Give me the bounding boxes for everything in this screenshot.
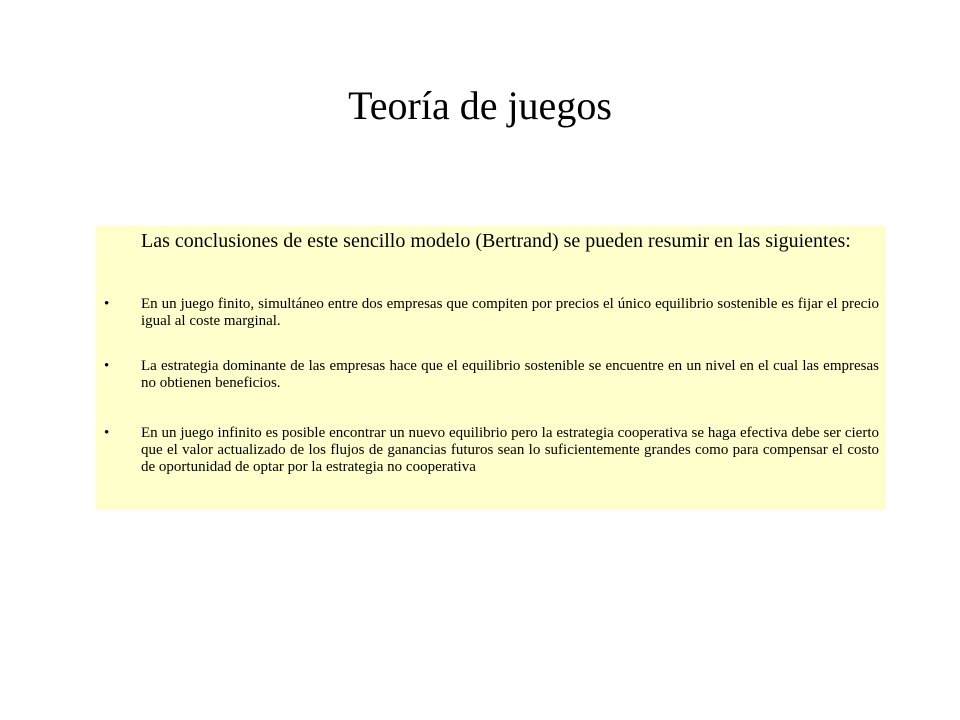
slide-title: Teoría de juegos xyxy=(348,83,612,128)
bullet-text-infinite-game: En un juego infinito es posible encontrar un nuevo equilibrio pero la estrategia cooperativa se haga efectiva debe ser cierto que el valor actualizado de los flujos de ganancias futuros sean lo suficientemente grandes como para compensar el costo de oportunidad de optar por la estrategia no cooperativa xyxy=(141,425,879,475)
bullet-icon: • xyxy=(104,425,110,441)
bullet-icon: • xyxy=(104,296,110,312)
bullet-text-dominant-strategy: La estrategia dominante de las empresas hace que el equilibrio sostenible se encuentre en un nivel en el cual las empresas no obtienen beneficios. xyxy=(141,358,879,391)
bullet-icon: • xyxy=(104,358,110,374)
bullet-text-finite-game: En un juego finito, simultáneo entre dos empresas que compiten por precios el único equilibrio sostenible es fijar el precio igual al coste marginal. xyxy=(141,296,879,329)
content-box xyxy=(96,226,886,510)
intro-paragraph: Las conclusiones de este sencillo modelo (Bertrand) se pueden resumir en las siguientes: xyxy=(141,230,851,252)
